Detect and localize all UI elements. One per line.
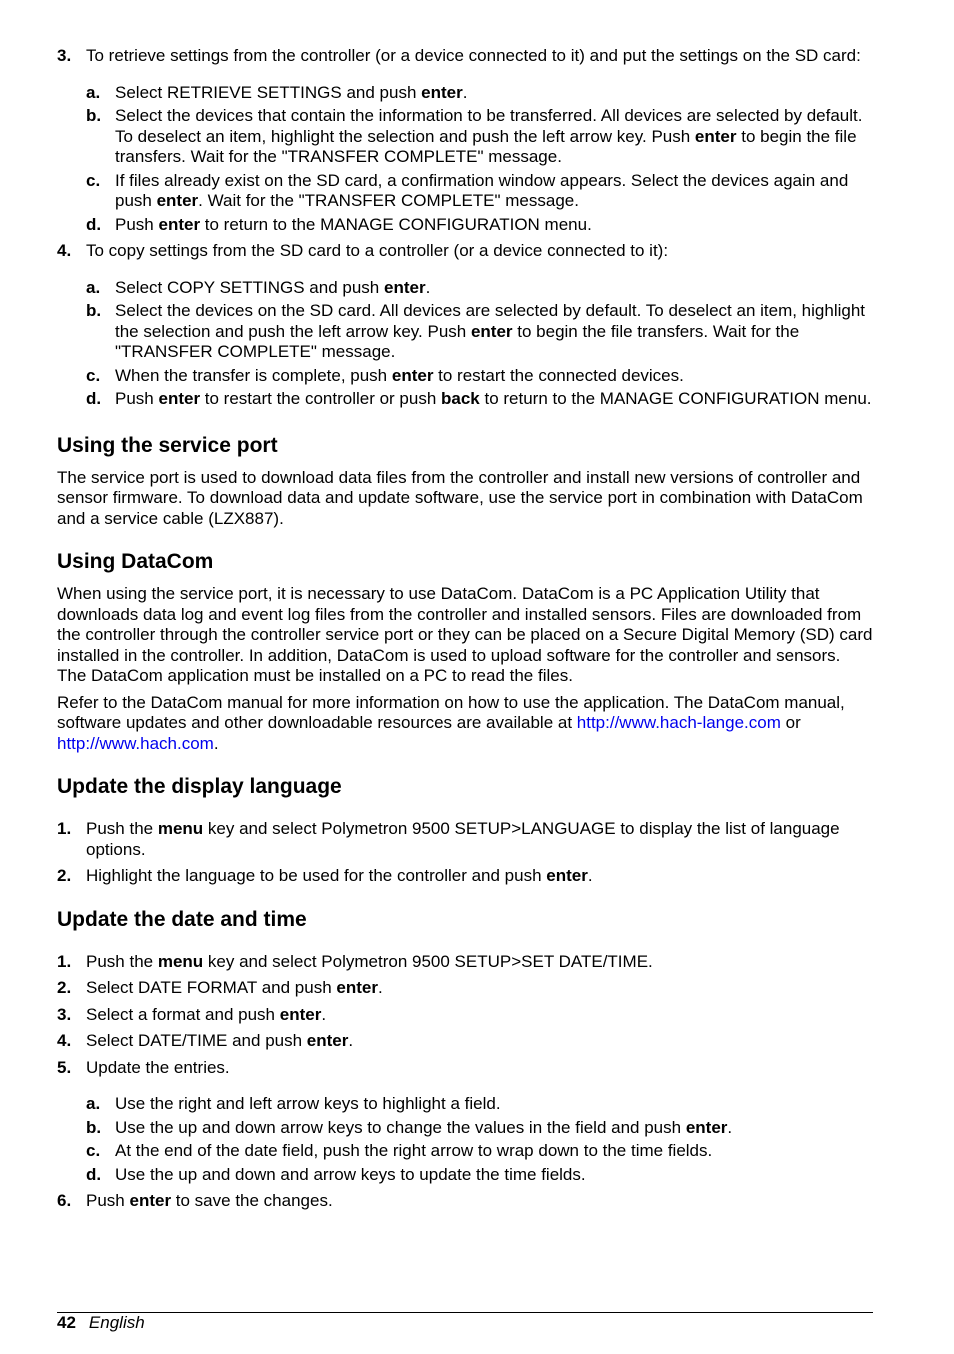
text: . <box>321 1004 327 1024</box>
text: Select DATE FORMAT and push <box>86 978 337 997</box>
datetime-step-2 <box>57 978 873 999</box>
list-number: 4. <box>57 241 72 260</box>
key-label: enter <box>391 365 434 385</box>
key-label: enter <box>129 1191 172 1210</box>
text: to begin the file transfers. Wait for the "TRANSFER COMPLETE" message. <box>115 126 857 166</box>
key-label: enter <box>158 389 201 408</box>
sub-item-5a <box>86 1094 873 1115</box>
language-step-2 <box>57 866 873 887</box>
text: to restart the controller or push <box>200 389 442 408</box>
key-label: enter <box>383 277 426 297</box>
text: . <box>348 1031 354 1050</box>
key-label: enter <box>546 866 588 885</box>
text: Select a format and push <box>86 1004 280 1024</box>
sub-list <box>86 1094 873 1185</box>
key-label: enter <box>421 82 463 102</box>
sub-item-3b <box>86 106 873 168</box>
key-label: menu <box>157 819 204 838</box>
key-label: back <box>441 389 480 408</box>
datacom-paragraph-2 <box>57 693 873 755</box>
text: Push <box>115 389 159 408</box>
sub-number: d. <box>86 1164 102 1184</box>
text: At the end of the date field, push the right arrow to wrap down to the time fields. <box>115 1141 713 1160</box>
sub-number: b. <box>86 301 102 320</box>
text: to return to the MANAGE CONFIGURATION menu. <box>200 214 592 234</box>
section-heading-datetime: Update the date and time <box>57 907 307 931</box>
section-heading-datacom: Using DataCom <box>57 550 214 573</box>
sub-number: a. <box>86 277 101 297</box>
datetime-step-6 <box>57 1191 873 1212</box>
key-label: menu <box>157 951 204 971</box>
language-step-1 <box>57 819 873 860</box>
page-footer <box>57 1313 145 1333</box>
key-label: enter <box>279 1004 322 1024</box>
sub-item-4a <box>86 278 873 299</box>
section-heading-language: Update the display language <box>57 775 342 798</box>
key-label: enter <box>470 321 513 341</box>
text: Push <box>115 214 159 234</box>
datetime-step-5 <box>57 1058 873 1186</box>
sub-number: b. <box>86 106 102 125</box>
list-item-text: To retrieve settings from the controller (or a device connected to it) and put the settings on the SD card: <box>86 46 861 65</box>
text: Use the up and down and arrow keys to update the time fields. <box>115 1164 586 1184</box>
text: key and select Polymetron 9500 SETUP>LANGUAGE to display the list of language options. <box>86 819 840 859</box>
text: Push <box>86 1191 130 1210</box>
text: or <box>780 713 801 732</box>
sub-number: d. <box>86 214 102 234</box>
sub-list <box>86 83 873 236</box>
key-label: enter <box>685 1117 728 1137</box>
sub-number: a. <box>86 1094 101 1113</box>
list-number: 1. <box>57 951 72 971</box>
text: . <box>587 866 593 885</box>
footer-language: English <box>88 1313 145 1332</box>
list-number: 3. <box>57 1004 72 1024</box>
list-item-3 <box>57 46 873 235</box>
list-number: 4. <box>57 1031 72 1050</box>
datetime-step-3 <box>57 1005 873 1026</box>
list-number: 2. <box>57 978 72 997</box>
text: When the transfer is complete, push <box>115 365 392 385</box>
text: Highlight the language to be used for the controller and push <box>86 866 547 885</box>
sub-item-3c <box>86 171 873 212</box>
list-item-text: To copy settings from the SD card to a controller (or a device connected to it): <box>86 241 669 260</box>
sub-number: b. <box>86 1117 102 1137</box>
hach-link[interactable]: http://www.hach.com <box>57 733 214 753</box>
text: to restart the connected devices. <box>433 365 684 385</box>
text: key and select Polymetron 9500 SETUP>SET DATE/TIME. <box>203 951 653 971</box>
text: . <box>377 978 383 997</box>
sub-item-4c <box>86 366 873 387</box>
footer-divider <box>57 1312 873 1313</box>
sub-item-5d <box>86 1165 873 1186</box>
datacom-paragraph-1: When using the service port, it is necessary to use DataCom. DataCom is a PC Application Utility that downloads data log and event log files from the controller and installed sensors. Files are downloaded from the controller through the controller service port or they can be placed on a Secure Digital Memory (SD) card installed in the controller. In addition, DataCom is used to upload software for the controller and sensors. The DataCom application must be installed on a PC to read the files. <box>57 584 873 685</box>
text: . <box>727 1117 733 1137</box>
key-label: enter <box>306 1031 349 1050</box>
list-number: 2. <box>57 866 72 885</box>
text: Refer to the DataCom manual for more information on how to use the application. The DataCom manual, software updates and other downloadable resources are available at <box>57 692 845 732</box>
text: Select the devices that contain the information to be transferred. All devices are selected by default. To deselect an item, highlight the selection and push the left arrow key. Push <box>115 106 863 146</box>
text: Select the devices on the SD card. All devices are selected by default. To deselect an item, highlight the selection and push the left arrow key. Push <box>115 301 866 341</box>
text: . <box>213 733 219 753</box>
text: Select COPY SETTINGS and push <box>115 277 384 297</box>
text: Select DATE/TIME and push <box>86 1031 307 1050</box>
key-label: enter <box>156 191 199 210</box>
list-number: 1. <box>57 819 72 838</box>
sub-list <box>86 278 873 410</box>
key-label: enter <box>158 214 201 234</box>
text: Select RETRIEVE SETTINGS and push <box>115 82 422 102</box>
sub-item-5c <box>86 1141 873 1162</box>
text: to save the changes. <box>171 1191 333 1210</box>
sub-item-4d <box>86 389 873 410</box>
datetime-steps <box>57 952 873 1212</box>
hach-lange-link[interactable]: http://www.hach-lange.com <box>576 713 781 732</box>
sub-number: a. <box>86 82 101 102</box>
list-number: 5. <box>57 1057 72 1077</box>
sub-item-3a <box>86 83 873 104</box>
section-heading-service-port: Using the service port <box>57 433 278 457</box>
text: to begin the file transfers. Wait for the "TRANSFER COMPLETE" message. <box>115 321 800 361</box>
text: Use the up and down arrow keys to change the values in the field and push <box>115 1117 686 1137</box>
sub-item-5b <box>86 1118 873 1139</box>
sub-number: c. <box>86 170 101 190</box>
text: Push the <box>86 951 158 971</box>
language-steps <box>57 819 873 887</box>
sub-item-4b <box>86 301 873 363</box>
list-number: 6. <box>57 1191 72 1210</box>
key-label: enter <box>336 978 378 997</box>
page-content <box>57 46 873 1218</box>
service-port-paragraph: The service port is used to download data files from the controller and install new versions of controller and sensor firmware. To download data and update software, use the service port in combination with DataCom and a service cable (LZX887). <box>57 467 863 528</box>
text: . <box>425 277 431 297</box>
key-label: enter <box>694 126 737 146</box>
sub-number: d. <box>86 389 102 408</box>
text: If files already exist on the SD card, a confirmation window appears. Select the devices again and push <box>115 170 849 210</box>
text: Push the <box>86 819 158 838</box>
text: Use the right and left arrow keys to highlight a field. <box>115 1094 501 1113</box>
page-number: 42 <box>57 1313 76 1332</box>
text: . <box>462 82 468 102</box>
sub-number: c. <box>86 1141 101 1160</box>
list-number: 3. <box>57 46 72 65</box>
list-item-4 <box>57 241 873 410</box>
sub-item-3d <box>86 215 873 236</box>
sub-number: c. <box>86 365 101 385</box>
text: . Wait for the "TRANSFER COMPLETE" message. <box>198 191 579 210</box>
text: to return to the MANAGE CONFIGURATION menu. <box>479 389 872 408</box>
datetime-step-4 <box>57 1031 873 1052</box>
datetime-step-1 <box>57 952 873 973</box>
list-item-text: Update the entries. <box>86 1057 230 1077</box>
